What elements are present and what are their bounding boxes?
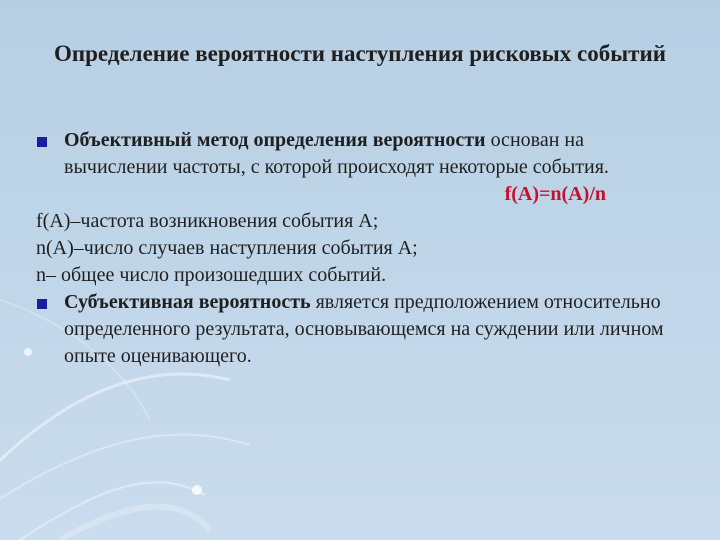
bullet-bold-text: Объективный метод определения вероятности (64, 129, 486, 151)
square-bullet-icon (37, 137, 47, 147)
formula: f(A)=n(A)/n (504, 183, 606, 205)
bullet-item-subjective-probability (36, 289, 686, 370)
square-bullet-icon (37, 299, 47, 309)
definition-line: n– общее число произошедших событий. (36, 264, 387, 286)
slide-content (36, 127, 686, 370)
slide-title: Определение вероятности наступления рисковых событий (54, 41, 666, 66)
bullet-text: основан на вычислении частоты, с которой происходят некоторые события. (64, 129, 609, 178)
bullet-item-objective-method (36, 127, 686, 181)
definition-line: n(A)–число случаев наступления события А; (36, 237, 418, 259)
bullet-text: является предположением относительно определенного результата, основывающемся на суждении или личном опыте оценивающего. (64, 291, 664, 367)
bullet-bold-text: Субъективная вероятность (64, 291, 311, 313)
definition-line: f(A)–частота возникновения события А; (36, 210, 379, 232)
